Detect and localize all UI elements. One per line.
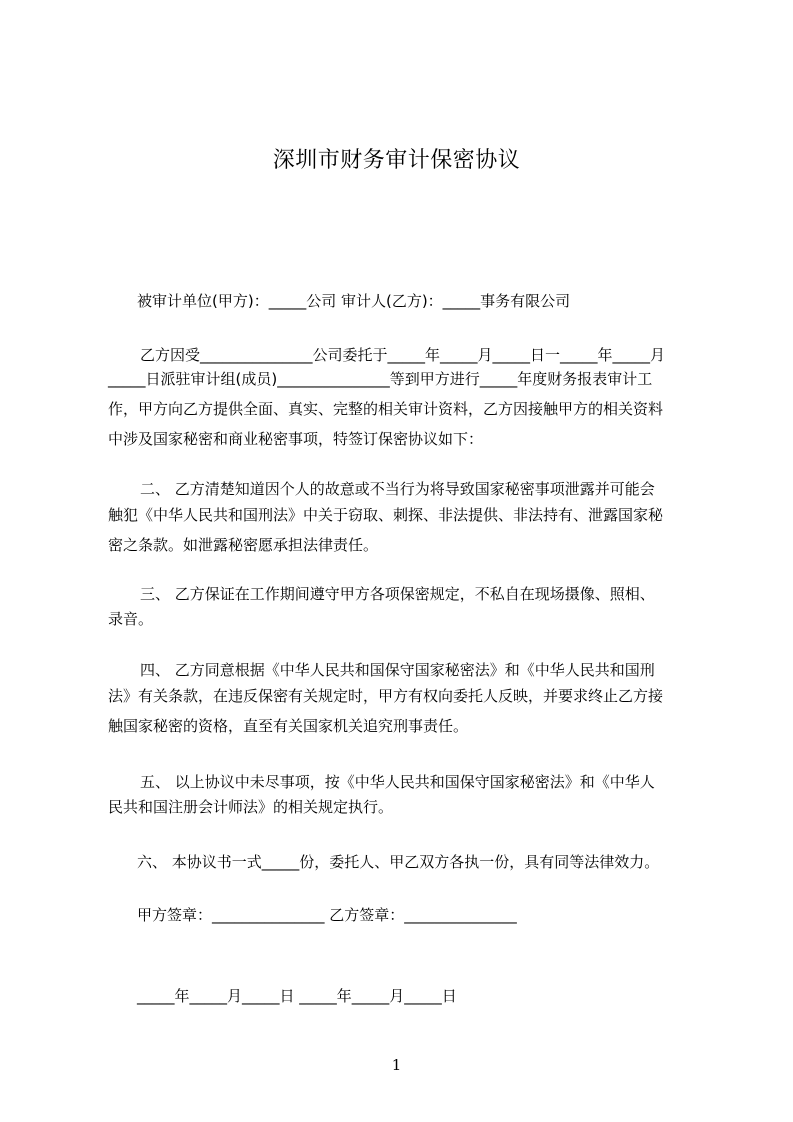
clause-5-line-1: 五、 以上协议中未尽事项，按《中华人民共和国保守国家秘密法》和《中华人 (140, 773, 655, 791)
clause-3-line-1: 三、 乙方保证在工作期间遵守甲方各项保密规定，不私自在现场摄像、照相、 (140, 585, 655, 603)
document-title: 深圳市财务审计保密协议 (272, 148, 521, 173)
intro-line-1: 乙方因受_______________公司委托于_____年_____月_____日一_____年_____月 (140, 346, 666, 364)
clause-4-line-2: 法》有关条款，在违反保密有关规定时，甲方有权向委托人反映，并要求终止乙方接 (108, 687, 664, 705)
clause-5-line-2: 民共和国注册会计师法》的相关规定执行。 (108, 798, 394, 816)
intro-line-3: 作，甲方向乙方提供全面、真实、完整的相关审计资料，乙方因接触甲方的相关资料 (108, 400, 664, 418)
page-number: 1 (391, 1056, 402, 1074)
clause-6: 六、 本协议书一式_____份，委托人、甲乙双方各执一份，具有同等法律效力。 (137, 853, 660, 871)
clause-3-line-2: 录音。 (108, 610, 154, 628)
clause-2-line-2: 触犯《中华人民共和国刑法》中关于窃取、刺探、非法提供、非法持有、泄露国家秘 (108, 506, 664, 524)
intro-line-2: _____日派驻审计组(成员)_______________等到甲方进行_____年度财务报表审计工 (108, 370, 653, 388)
date-line: _____年_____月_____日 _____年_____月_____日 (137, 987, 457, 1005)
clause-4-line-3: 触国家秘密的资格，直至有关国家机关追究刑事责任。 (108, 717, 469, 735)
clause-4-line-1: 四、 乙方同意根据《中华人民共和国保守国家秘密法》和《中华人民共和国刑 (140, 661, 655, 679)
signature-line: 甲方签章：_______________ 乙方签章：_______________ (137, 906, 517, 924)
intro-line-4: 中涉及国家秘密和商业秘密事项，特签订保密协议如下： (108, 430, 484, 448)
clause-2-line-1: 二、 乙方清楚知道因个人的故意或不当行为将导致国家秘密事项泄露并可能会 (140, 480, 655, 498)
parties-line: 被审计单位(甲方)：_____公司 审计人(乙方)：_____事务有限公司 (137, 292, 571, 310)
clause-2-line-3: 密之条款。如泄露秘密愿承担法律责任。 (108, 536, 379, 554)
